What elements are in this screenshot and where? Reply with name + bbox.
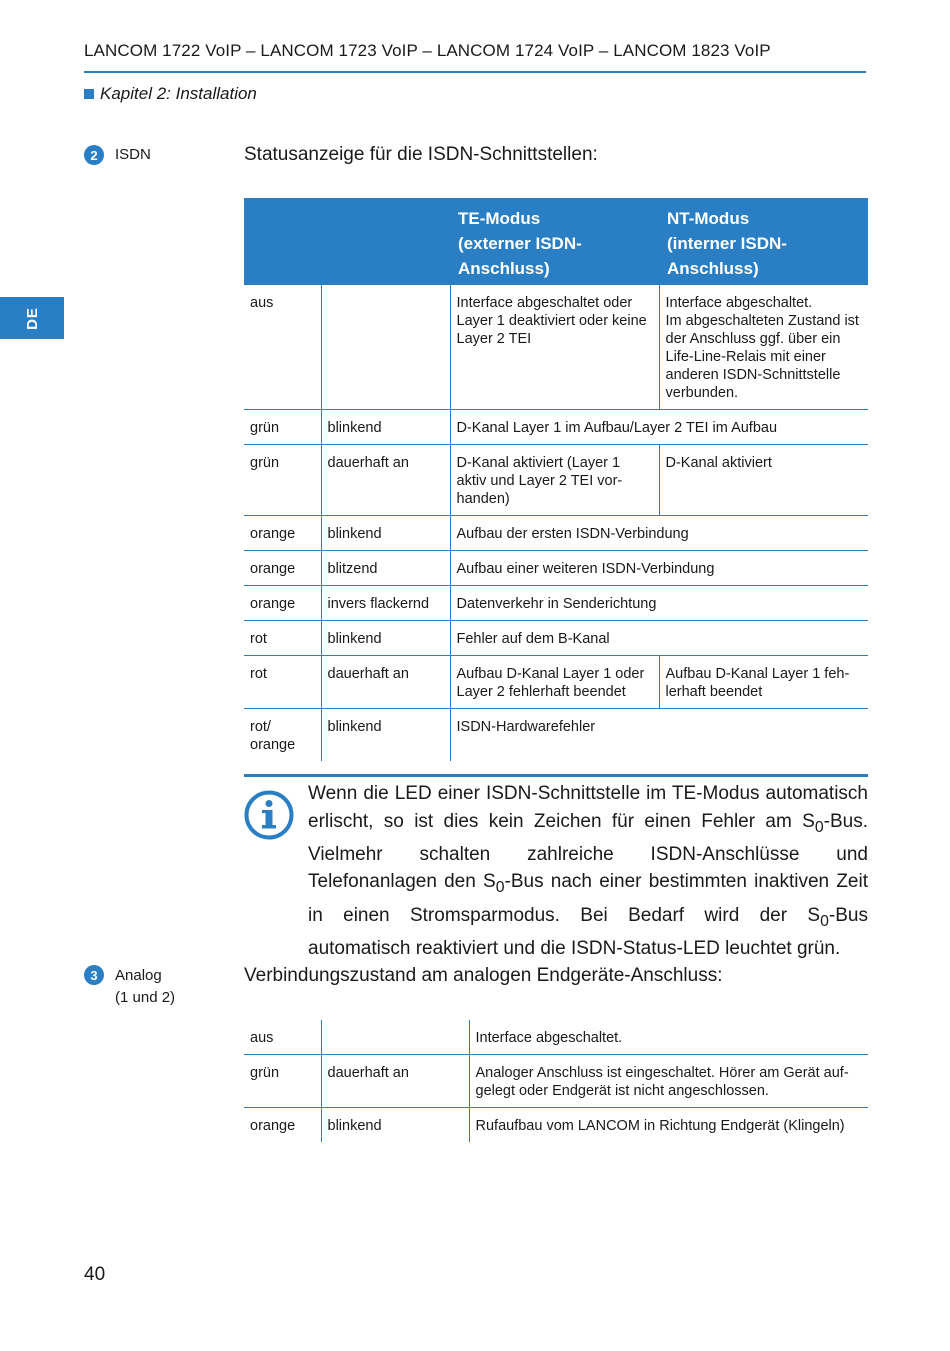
section-label-isdn: ISDN — [115, 146, 151, 163]
led-description-cell: Aufbau der ersten ISDN-Verbindung — [450, 516, 868, 551]
table-row — [244, 586, 868, 621]
table-header-cell — [321, 198, 450, 285]
section-number-badge: 3 — [84, 965, 104, 985]
led-color-cell: aus — [250, 1030, 274, 1046]
te-mode-cell: D-Kanal aktiviert (Layer 1 aktiv und Layer 2 TEI vor-handen) — [450, 445, 659, 516]
led-mode-cell: invers flackernd — [321, 586, 450, 621]
led-color-cell: rot/ orange — [250, 719, 296, 753]
isdn-status-table — [244, 198, 868, 761]
table-header-row — [244, 198, 868, 285]
led-color-cell: orange — [250, 1118, 296, 1134]
led-description-cell: Fehler auf dem B-Kanal — [450, 621, 868, 656]
led-description-cell: D-Kanal Layer 1 im Aufbau/Layer 2 TEI im Aufbau — [450, 410, 868, 445]
led-mode-cell: blitzend — [321, 551, 450, 586]
led-description-cell: ISDN-Hardwarefehler — [450, 709, 868, 762]
table-row — [244, 551, 868, 586]
section-number-badge: 2 — [84, 145, 104, 165]
language-tab-label: DE — [23, 306, 41, 330]
led-color-cell: orange — [250, 596, 296, 612]
table-row — [244, 1108, 868, 1143]
led-description-cell: Rufaufbau vom LANCOM in Richtung Endgerät (Klingeln) — [469, 1108, 868, 1143]
led-color-cell: rot — [250, 631, 267, 647]
led-color-cell: rot — [250, 666, 267, 682]
nt-mode-header: NT-Modus (interner ISDN- Anschluss) — [659, 198, 868, 285]
table-row — [244, 621, 868, 656]
analog-intro-text: Verbindungszustand am analogen Endgeräte-Anschluss: — [244, 965, 723, 986]
table-header-cell — [244, 198, 321, 285]
nt-mode-cell: D-Kanal aktiviert — [659, 445, 868, 516]
table-row — [244, 656, 868, 709]
table-row — [244, 445, 868, 516]
nt-mode-cell: Interface abgeschaltet. Im abgeschalteten Zustand ist der Anschluss ggf. über ein Life-Line-Relais mit einer anderen ISDN-Schnittstelle verbunden. — [659, 285, 868, 410]
led-color-cell: grün — [250, 1065, 280, 1081]
running-header: LANCOM 1722 VoIP – LANCOM 1723 VoIP – LANCOM 1724 VoIP – LANCOM 1823 VoIP — [84, 41, 771, 60]
led-mode-cell: blinkend — [321, 709, 450, 762]
nt-mode-cell: Aufbau D-Kanal Layer 1 feh-lerhaft beendet — [659, 656, 868, 709]
info-divider — [244, 774, 868, 777]
table-row — [244, 1055, 868, 1108]
table-row — [244, 1020, 868, 1055]
te-mode-cell: Interface abgeschaltet oder Layer 1 deaktiviert oder keine Layer 2 TEI — [450, 285, 659, 410]
chapter-label: Kapitel 2: Installation — [100, 84, 257, 103]
led-color-cell: grün — [250, 420, 280, 436]
led-description-cell: Datenverkehr in Senderichtung — [450, 586, 868, 621]
section-label-analog: Analog (1 und 2) — [115, 967, 176, 1006]
led-color-cell: grün — [250, 455, 280, 471]
led-color-cell: aus — [250, 295, 274, 311]
led-mode-cell — [321, 1020, 469, 1055]
analog-status-table — [244, 1020, 868, 1142]
chapter-square-icon — [84, 89, 94, 99]
header-divider — [84, 71, 866, 73]
led-description-cell: Aufbau einer weiteren ISDN-Verbindung — [450, 551, 868, 586]
table-row — [244, 516, 868, 551]
led-mode-cell: blinkend — [321, 1108, 469, 1143]
table-row — [244, 285, 868, 410]
chapter-heading — [84, 84, 257, 104]
led-color-cell: orange — [250, 526, 296, 542]
led-mode-cell: blinkend — [321, 621, 450, 656]
language-tab — [0, 297, 64, 339]
led-mode-cell: blinkend — [321, 516, 450, 551]
led-mode-cell: dauerhaft an — [321, 445, 450, 516]
isdn-intro-text: Statusanzeige für die ISDN-Schnittstellen: — [244, 144, 598, 165]
info-note — [244, 774, 868, 959]
te-mode-cell: Aufbau D-Kanal Layer 1 oder Layer 2 fehlerhaft beendet — [450, 656, 659, 709]
page-number: 40 — [84, 1264, 106, 1285]
led-mode-cell: blinkend — [321, 410, 450, 445]
led-description-cell: Analoger Anschluss ist eingeschaltet. Hörer am Gerät auf-gelegt oder Endgerät ist nicht angeschlossen. — [469, 1055, 868, 1108]
led-mode-cell: dauerhaft an — [321, 656, 450, 709]
te-mode-header: TE-Modus (externer ISDN- Anschluss) — [450, 198, 659, 285]
table-row — [244, 410, 868, 445]
led-mode-cell: dauerhaft an — [321, 1055, 469, 1108]
info-icon — [244, 790, 294, 840]
led-mode-cell — [321, 285, 450, 410]
led-description-cell: Interface abgeschaltet. — [469, 1020, 868, 1055]
led-color-cell: orange — [250, 561, 296, 577]
table-row — [244, 709, 868, 762]
info-note-text: Wenn die LED einer ISDN-Schnittstelle im TE-Modus automatisch erlischt, so ist dies kein Zeichen für einen Fehler am $S_0$-Bus. Vielmehr schalten zahlreiche ISDN-Anschlüsse und Telefonanlagen den $S_0$-Bus nach einer bestimmten inaktiven Zeit in einen Stromsparmodus. Bei Bedarf wird der $S_0$-Bus automatisch reaktiviert und die ISDN-Status-LED leuchtet grün. — [308, 783, 868, 959]
